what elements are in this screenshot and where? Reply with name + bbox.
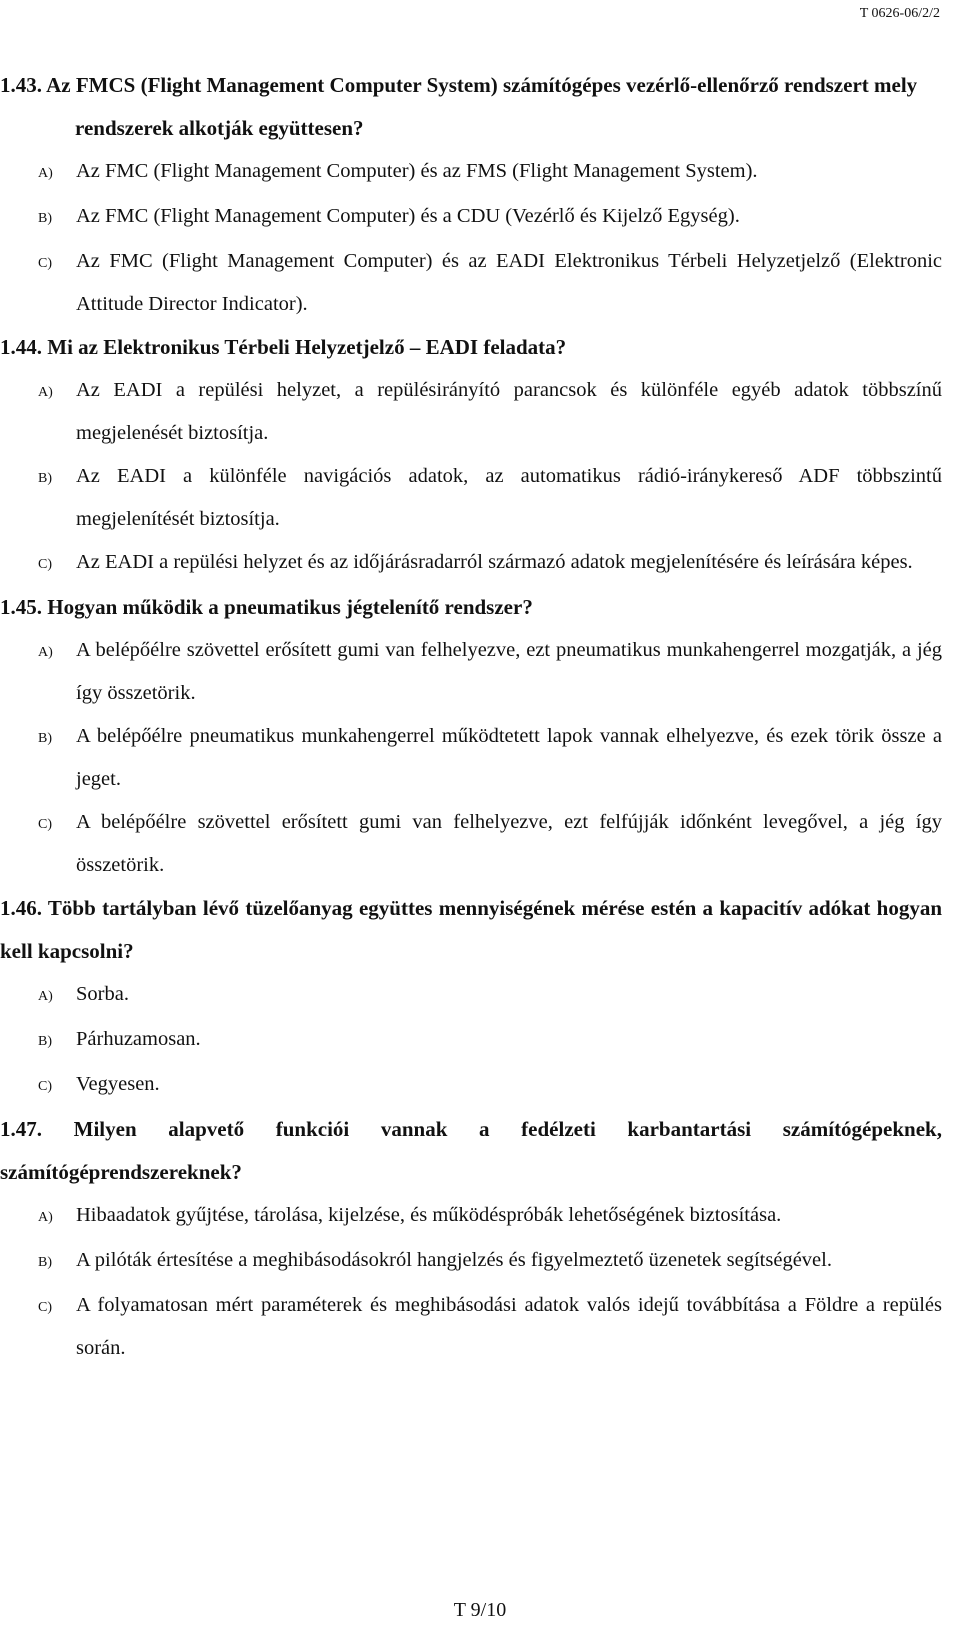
question-1-47 <box>0 1108 942 1370</box>
option-text: Az EADI a különféle navigációs adatok, az automatikus rádió-iránykereső ADF többszintű megjelenítését biztosítja. <box>76 465 942 530</box>
answer-option-a <box>38 369 942 455</box>
answer-option-a <box>38 1194 942 1239</box>
answer-option-a <box>38 150 942 195</box>
answer-option-b <box>38 195 942 240</box>
option-text: Az FMC (Flight Management Computer) és az FMS (Flight Management System). <box>76 160 758 182</box>
option-text: Sorba. <box>76 983 129 1005</box>
option-letter: A) <box>38 645 53 660</box>
question-title: 1.47. Milyen alapvető funkciói vannak a fedélzeti karbantartási számítógépeknek, számítógéprendszereknek? <box>0 1117 942 1184</box>
answer-option-a <box>38 629 942 715</box>
answer-option-c <box>38 1284 942 1370</box>
answer-option-b <box>38 455 942 541</box>
option-letter: A) <box>38 989 53 1004</box>
page-number: T 9/10 <box>453 1599 507 1621</box>
option-text: Az EADI a repülési helyzet, a repülésirányító parancsok és különféle egyéb adatok többszínű megjelenését biztosítja. <box>76 379 942 444</box>
option-text: Az FMC (Flight Management Computer) és a CDU (Vezérlő és Kijelző Egység). <box>76 205 740 227</box>
option-text: Az EADI a repülési helyzet és az időjárásradarról származó adatok megjelenítésére és leírására képes. <box>76 551 913 573</box>
option-letter: A) <box>38 1210 53 1225</box>
option-text: A belépőélre szövettel erősített gumi van felhelyezve, ezt felfújják időnként levegővel, a jég így összetörik. <box>76 811 942 876</box>
question-1-45 <box>0 586 942 887</box>
question-list <box>0 64 942 1370</box>
option-letter: B) <box>38 731 52 746</box>
option-letter: B) <box>38 471 52 486</box>
option-text: A pilóták értesítése a meghibásodásokról hangjelzés és figyelmeztető üzenetek segítségével. <box>76 1249 832 1271</box>
answer-option-b <box>38 715 942 801</box>
option-letter: A) <box>38 166 53 181</box>
answer-option-c <box>38 541 942 586</box>
option-letter: B) <box>38 1255 52 1270</box>
question-title: 1.43. Az FMCS (Flight Management Computer System) számítógépes vezérlő-ellenőrző rendszert mely rendszerek alkotják együttesen? <box>0 73 918 140</box>
option-text: Hibaadatok gyűjtése, tárolása, kijelzése, és működéspróbák lehetőségének biztosítása. <box>76 1204 782 1226</box>
option-letter: C) <box>38 557 52 572</box>
question-1-44 <box>0 326 942 586</box>
option-letter: C) <box>38 1300 52 1315</box>
question-title: 1.46. Több tartályban lévő tüzelőanyag együttes mennyiségének mérése estén a kapacitív adókat hogyan kell kapcsolni? <box>0 896 942 963</box>
option-text: A belépőélre szövettel erősített gumi van felhelyezve, ezt pneumatikus munkahengerrel mozgatják, a jég így összetörik. <box>76 639 942 704</box>
document-code: T 0626-06/2/2 <box>859 6 940 21</box>
answer-option-a <box>38 973 942 1018</box>
question-1-46 <box>0 887 942 1108</box>
question-1-43 <box>0 64 942 326</box>
answer-option-c <box>38 240 942 326</box>
answer-option-b <box>38 1239 942 1284</box>
question-title: 1.45. Hogyan működik a pneumatikus jégtelenítő rendszer? <box>0 595 533 619</box>
option-letter: B) <box>38 1034 52 1049</box>
option-letter: B) <box>38 211 52 226</box>
answer-option-c <box>38 801 942 887</box>
answer-option-c <box>38 1063 942 1108</box>
option-letter: C) <box>38 256 52 271</box>
option-letter: C) <box>38 1079 52 1094</box>
option-letter: C) <box>38 817 52 832</box>
option-text: Párhuzamosan. <box>76 1028 201 1050</box>
answer-option-b <box>38 1018 942 1063</box>
question-title: 1.44. Mi az Elektronikus Térbeli Helyzetjelző – EADI feladata? <box>0 335 567 359</box>
option-text: A belépőélre pneumatikus munkahengerrel működtetett lapok vannak elhelyezve, és ezek törik össze a jeget. <box>76 725 942 790</box>
option-letter: A) <box>38 385 53 400</box>
option-text: Az FMC (Flight Management Computer) és az EADI Elektronikus Térbeli Helyzetjelző (Elektronic Attitude Director Indicator). <box>76 250 942 315</box>
option-text: Vegyesen. <box>76 1073 160 1095</box>
option-text: A folyamatosan mért paraméterek és meghibásodási adatok valós idejű továbbítása a Földre a repülés során. <box>76 1294 942 1359</box>
